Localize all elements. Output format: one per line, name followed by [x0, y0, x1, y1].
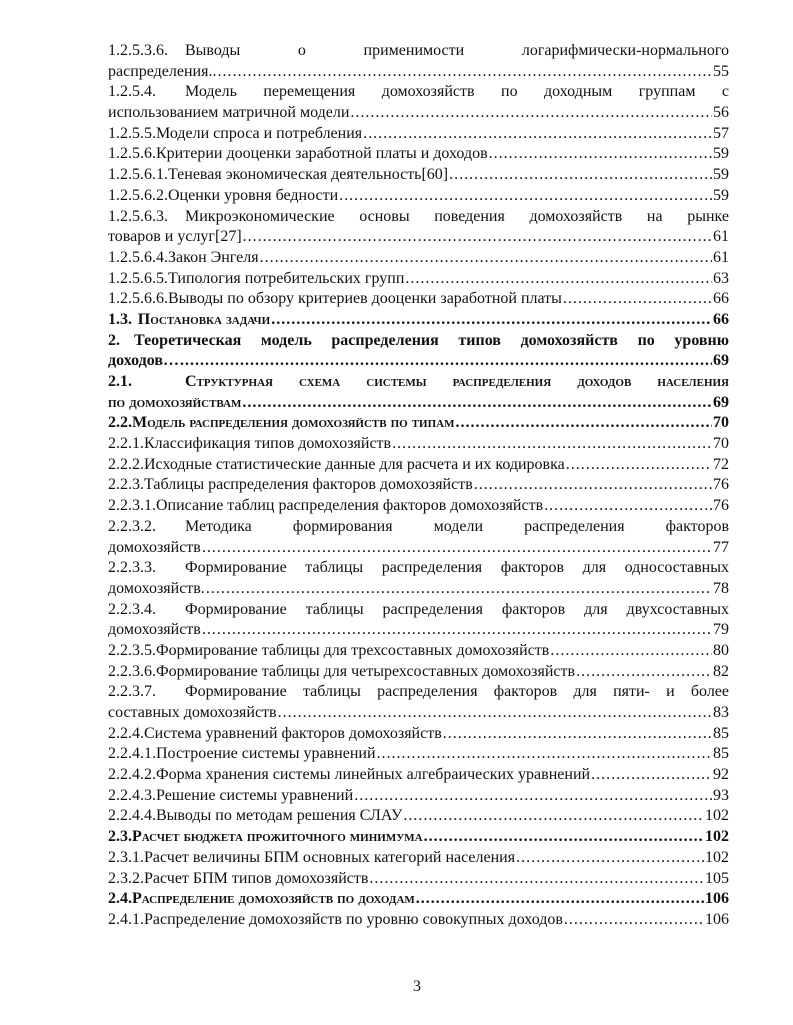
entry-number: 2.2.4.3. — [108, 786, 156, 804]
entry-title: Расчет бюджета прожиточного минимума — [132, 828, 423, 846]
toc-entry[interactable] — [108, 641, 729, 662]
entry-number: 2.2.3. — [108, 476, 144, 494]
entry-number: 1.2.5.6.4. — [108, 248, 168, 266]
entry-title: Распределение домохозяйств по доходам — [132, 890, 415, 908]
entry-title: Описание таблиц распределения факторов домохозяйств — [156, 497, 544, 515]
dot-leader — [403, 806, 704, 827]
dot-leader — [363, 124, 712, 145]
dot-leader — [563, 289, 712, 310]
entry-title: Критерии дооценки заработной платы и доходов — [156, 145, 488, 163]
entry-title-continuation: доходов… — [108, 352, 179, 370]
toc-entry[interactable] — [108, 786, 729, 807]
entry-page: 59 — [713, 145, 729, 163]
entry-number: 2.3.2. — [108, 869, 144, 887]
entry-title: Распределение домохозяйств по уровню совокупных доходов — [144, 910, 563, 928]
entry-title: Методика формирования модели распределения факторов — [185, 517, 729, 535]
entry-title: Формирование таблицы распределения факторов для односоставных — [185, 559, 729, 577]
toc-entry[interactable] — [108, 910, 729, 931]
entry-title-continuation: домохозяйств. — [108, 579, 205, 597]
entry-title: Типология потребительских групп — [168, 269, 405, 287]
entry-page: 61 — [713, 228, 729, 246]
toc-entry[interactable] — [108, 744, 729, 765]
toc-entry[interactable] — [108, 207, 729, 248]
entry-title: Выводы по методам решения СЛАУ — [156, 807, 403, 825]
dot-leader — [405, 269, 712, 290]
entry-title: Таблицы распределения факторов домохозяйств — [144, 476, 473, 494]
entry-title: Модели спроса и потребления — [156, 124, 363, 142]
table-of-contents — [108, 41, 729, 931]
toc-entry[interactable] — [108, 310, 729, 331]
entry-page: 85 — [713, 724, 729, 742]
entry-page: 93 — [713, 786, 729, 804]
entry-page: 105 — [705, 869, 729, 887]
entry-title: Формирование таблицы распределения факторов для пяти- и более — [185, 683, 729, 701]
entry-number: 1.2.5.6.6. — [108, 290, 168, 308]
entry-title: Классификация типов домохозяйств — [144, 435, 392, 453]
entry-title-continuation: по домохозяйствам — [108, 393, 242, 411]
dot-leader — [339, 186, 712, 207]
dot-leader — [350, 103, 712, 124]
entry-title: Формирование таблицы для трехсоставных домохозяйств — [156, 641, 550, 659]
dot-leader — [278, 703, 712, 724]
toc-entry[interactable] — [108, 600, 729, 641]
entry-number: 1.2.5.6.5. — [108, 269, 168, 287]
entry-title: Закон Энгеля — [168, 248, 259, 266]
toc-entry[interactable] — [108, 413, 729, 434]
entry-page: 102 — [705, 848, 729, 866]
toc-entry[interactable] — [108, 475, 729, 496]
dot-leader — [566, 455, 712, 476]
toc-entry[interactable] — [108, 496, 729, 517]
entry-page: 70 — [713, 435, 729, 453]
entry-number: 1.2.5.6.3. — [108, 207, 168, 225]
entry-title: Формирование таблицы распределения факторов для двухсоставных — [185, 600, 729, 618]
entry-page: 76 — [713, 476, 729, 494]
entry-page: 83 — [713, 704, 729, 721]
entry-number: 2.3. — [108, 828, 132, 846]
entry-number: 2.2.3.6. — [108, 662, 156, 680]
entry-number: 1.2.5.6.2. — [108, 186, 168, 204]
toc-entry[interactable] — [108, 144, 729, 165]
dot-leader — [242, 393, 712, 414]
dot-leader — [544, 496, 712, 517]
toc-entry[interactable] — [108, 124, 729, 145]
dot-leader — [474, 475, 712, 496]
page-number: 3 — [413, 978, 421, 995]
toc-entry[interactable] — [108, 848, 729, 869]
entry-number: 2.1. — [108, 373, 132, 390]
entry-number: 1.2.5.5. — [108, 124, 156, 142]
dot-leader — [456, 413, 713, 434]
entry-title: Постановка задачи — [137, 310, 271, 328]
entry-number: 1.2.5.4. — [108, 83, 156, 101]
entry-number: 2.2. — [108, 414, 132, 432]
entry-title: Оценки уровня бедности — [168, 186, 339, 204]
toc-entry[interactable] — [108, 269, 729, 290]
entry-number: 2.2.3.2. — [108, 517, 156, 535]
entry-page: 77 — [713, 538, 729, 556]
toc-entry[interactable] — [108, 558, 729, 599]
entry-page: 82 — [713, 662, 729, 680]
entry-page: 56 — [713, 104, 729, 122]
dot-leader — [576, 662, 712, 683]
toc-entry[interactable] — [108, 682, 729, 723]
entry-title: Построение системы уравнений — [156, 745, 376, 763]
dot-leader — [377, 744, 712, 765]
dot-leader — [591, 765, 712, 786]
entry-number: 2. — [108, 331, 120, 349]
toc-entry[interactable] — [108, 165, 729, 186]
toc-entry[interactable] — [108, 434, 729, 455]
entry-title-continuation: распределения.. — [108, 62, 217, 80]
dot-leader — [489, 144, 712, 165]
entry-number: 2.2.2. — [108, 455, 144, 473]
entry-page: 80 — [713, 641, 729, 659]
dot-leader — [180, 351, 712, 372]
entry-title: Теоретическая модель распределения типов домохозяйств по уровню — [134, 331, 729, 349]
toc-entry[interactable] — [108, 517, 729, 558]
entry-title: Формирование таблицы для четырехсоставных домохозяйств — [156, 662, 576, 680]
entry-number: 2.2.1. — [108, 435, 144, 453]
toc-entry[interactable] — [108, 662, 729, 683]
dot-leader — [516, 848, 704, 869]
entry-title: Расчет БПМ типов домохозяйств — [144, 869, 369, 887]
entry-page: 69 — [713, 393, 729, 411]
dot-leader — [449, 165, 712, 186]
entry-title: Выводы о применимости логарифмически-нормального — [185, 42, 729, 59]
dot-leader — [424, 827, 704, 848]
toc-entry[interactable] — [108, 248, 729, 269]
entry-number: 2.4. — [108, 890, 132, 908]
entry-title: Микроэкономические основы поведения домохозяйств на рынке — [185, 207, 729, 225]
entry-page: 79 — [713, 621, 729, 639]
entry-page: 78 — [713, 579, 729, 597]
entry-title: Выводы по обзору критериев дооценки заработной платы — [168, 290, 562, 308]
entry-title-continuation: домохозяйств — [108, 621, 201, 639]
entry-number: 2.2.3.3. — [108, 559, 156, 577]
entry-number: 2.2.4.4. — [108, 807, 156, 825]
toc-entry[interactable] — [108, 806, 729, 827]
entry-number: 2.2.3.1. — [108, 497, 156, 515]
entry-page: 59 — [713, 166, 729, 184]
entry-number: 1.2.5.6. — [108, 145, 156, 163]
dot-leader — [564, 910, 704, 931]
entry-page: 69 — [713, 352, 729, 370]
entry-number: 2.2.4. — [108, 724, 144, 742]
entry-page: 55 — [713, 62, 729, 80]
dot-leader — [202, 620, 712, 641]
entry-number: 2.2.4.1. — [108, 745, 156, 763]
dot-leader — [354, 786, 712, 807]
toc-entry[interactable] — [108, 724, 729, 745]
entry-number: 2.2.3.7. — [108, 683, 156, 701]
dot-leader — [217, 62, 712, 83]
entry-title: Расчет величины БПМ основных категорий населения — [144, 848, 516, 866]
entry-title: Модель распределения домохозяйств по типам — [132, 414, 455, 432]
entry-title-continuation: домохозяйств — [108, 538, 201, 556]
toc-entry[interactable] — [108, 889, 729, 910]
entry-page: 63 — [713, 269, 729, 287]
entry-page: 66 — [713, 310, 729, 328]
entry-page: 76 — [713, 497, 729, 515]
entry-page: 66 — [713, 290, 729, 308]
entry-title: Решение системы уравнений — [156, 786, 354, 804]
entry-page: 61 — [713, 248, 729, 266]
entry-number: 1.2.5.3.6. — [108, 42, 168, 59]
entry-page: 106 — [705, 910, 729, 928]
toc-entry[interactable] — [108, 765, 729, 786]
toc-entry[interactable] — [108, 82, 729, 123]
entry-page: 72 — [713, 455, 729, 473]
toc-entry[interactable] — [108, 186, 729, 207]
entry-title: Модель перемещения домохозяйств по доходным группам с — [185, 83, 729, 101]
dot-leader — [369, 869, 704, 890]
entry-number: 2.2.4.2. — [108, 766, 156, 784]
entry-number: 1.2.5.6.1. — [108, 166, 168, 184]
toc-entry[interactable] — [108, 869, 729, 890]
entry-title: Форма хранения системы линейных алгебраических уравнений — [156, 766, 591, 784]
entry-title: Система уравнений факторов домохозяйств — [144, 724, 442, 742]
toc-entry[interactable] — [108, 455, 729, 476]
dot-leader — [202, 538, 712, 559]
dot-leader — [550, 641, 712, 662]
entry-number: 2.2.3.5. — [108, 641, 156, 659]
entry-number: 2.2.3.4. — [108, 600, 156, 618]
entry-page: 59 — [713, 186, 729, 204]
entry-number: 2.3.1. — [108, 848, 144, 866]
dot-leader — [443, 724, 712, 745]
dot-leader — [260, 248, 712, 269]
entry-page: 57 — [713, 124, 729, 142]
dot-leader — [271, 310, 712, 331]
dot-leader — [416, 889, 704, 910]
entry-title-continuation: использованием матричной модели — [108, 104, 350, 122]
entry-page: 102 — [705, 807, 729, 825]
toc-entry[interactable] — [108, 331, 729, 372]
dot-leader — [243, 227, 712, 248]
entry-page: 70 — [713, 414, 729, 432]
toc-entry[interactable] — [108, 372, 729, 413]
entry-number: 2.4.1. — [108, 910, 144, 928]
entry-page: 102 — [705, 828, 729, 846]
entry-title: Теневая экономическая деятельность[60] — [168, 166, 449, 184]
entry-title-continuation: составных домохозяйств — [108, 704, 277, 721]
entry-page: 92 — [713, 766, 729, 784]
toc-entry[interactable] — [108, 41, 729, 82]
entry-page: 85 — [713, 745, 729, 763]
toc-entry[interactable] — [108, 289, 729, 310]
entry-title-continuation: товаров и услуг[27] — [108, 228, 242, 246]
entry-page: 106 — [705, 890, 729, 908]
dot-leader — [206, 579, 712, 600]
entry-number: 1.3. — [108, 310, 132, 328]
dot-leader — [392, 434, 712, 455]
toc-entry[interactable] — [108, 827, 729, 848]
entry-title: Структурная схема системы распределения доходов населения — [185, 373, 729, 390]
entry-title: Исходные статистические данные для расчета и их кодировка — [144, 455, 565, 473]
